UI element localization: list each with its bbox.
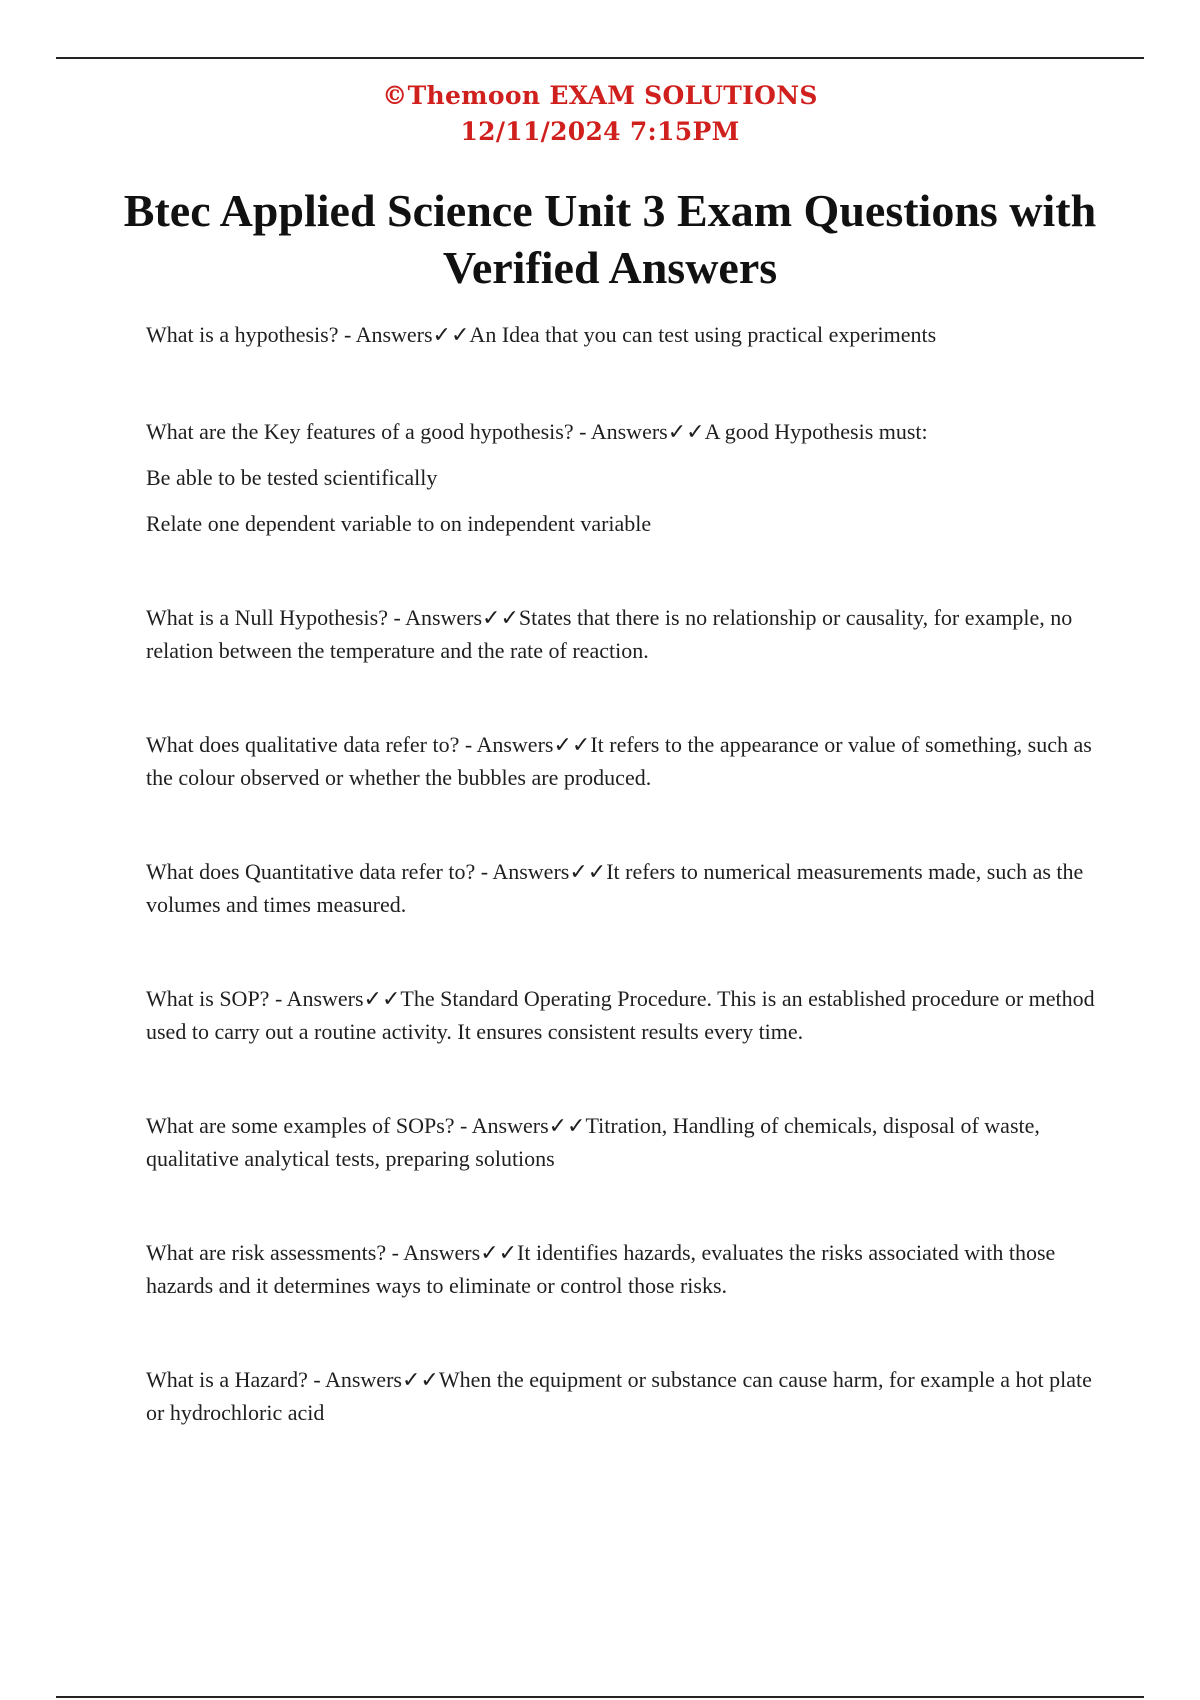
- qa-item: [146, 601, 1096, 667]
- qa-text: What are the Key features of a good hypothesis? - Answers✓✓A good Hypothesis must:: [146, 419, 928, 444]
- qa-text: What is a hypothesis? - Answers✓✓An Idea that you can test using practical experiments: [146, 322, 937, 347]
- qa-answer-line: Relate one dependent variable to on independent variable: [146, 511, 652, 536]
- qa-text: What does Quantitative data refer to? - Answers✓✓It refers to numerical measurements made, such as the volumes and times measured.: [146, 859, 1084, 917]
- qa-item: [146, 415, 1096, 540]
- qa-text: What are some examples of SOPs? - Answers✓✓Titration, Handling of chemicals, disposal of waste, qualitative analytical tests, preparing solutions: [146, 1113, 1040, 1171]
- qa-item: [146, 1363, 1096, 1429]
- qa-item: [146, 982, 1096, 1048]
- qa-list: [146, 318, 1096, 1429]
- qa-item: [146, 318, 1096, 351]
- qa-text: What are risk assessments? - Answers✓✓It identifies hazards, evaluates the risks associated with those hazards and it determines ways to eliminate or control those risks.: [146, 1240, 1056, 1298]
- top-divider: [56, 57, 1144, 59]
- document-title: Btec Applied Science Unit 3 Exam Questions with Verified Answers: [123, 185, 1097, 293]
- qa-answer-line: Be able to be tested scientifically: [146, 465, 438, 490]
- bottom-divider: [56, 1696, 1144, 1698]
- qa-item: [146, 728, 1096, 794]
- qa-text: What is SOP? - Answers✓✓The Standard Operating Procedure. This is an established procedure or method used to carry out a routine activity. It ensures consistent results every time.: [146, 986, 1095, 1044]
- qa-text: What is a Null Hypothesis? - Answers✓✓States that there is no relationship or causality, for example, no relation between the temperature and the rate of reaction.: [146, 605, 1073, 663]
- qa-item: [146, 855, 1096, 921]
- qa-text: What is a Hazard? - Answers✓✓When the equipment or substance can cause harm, for example a hot plate or hydrochloric acid: [146, 1367, 1092, 1425]
- stamp-line-datetime: 12/11/2024 7:15PM: [460, 117, 740, 146]
- exam-solutions-stamp: [0, 78, 1200, 150]
- qa-text: What does qualitative data refer to? - Answers✓✓It refers to the appearance or value of something, such as the colour observed or whether the bubbles are produced.: [146, 732, 1092, 790]
- qa-item: [146, 1236, 1096, 1302]
- stamp-line-brand: ©Themoon EXAM SOLUTIONS: [382, 81, 818, 110]
- qa-item: [146, 1109, 1096, 1175]
